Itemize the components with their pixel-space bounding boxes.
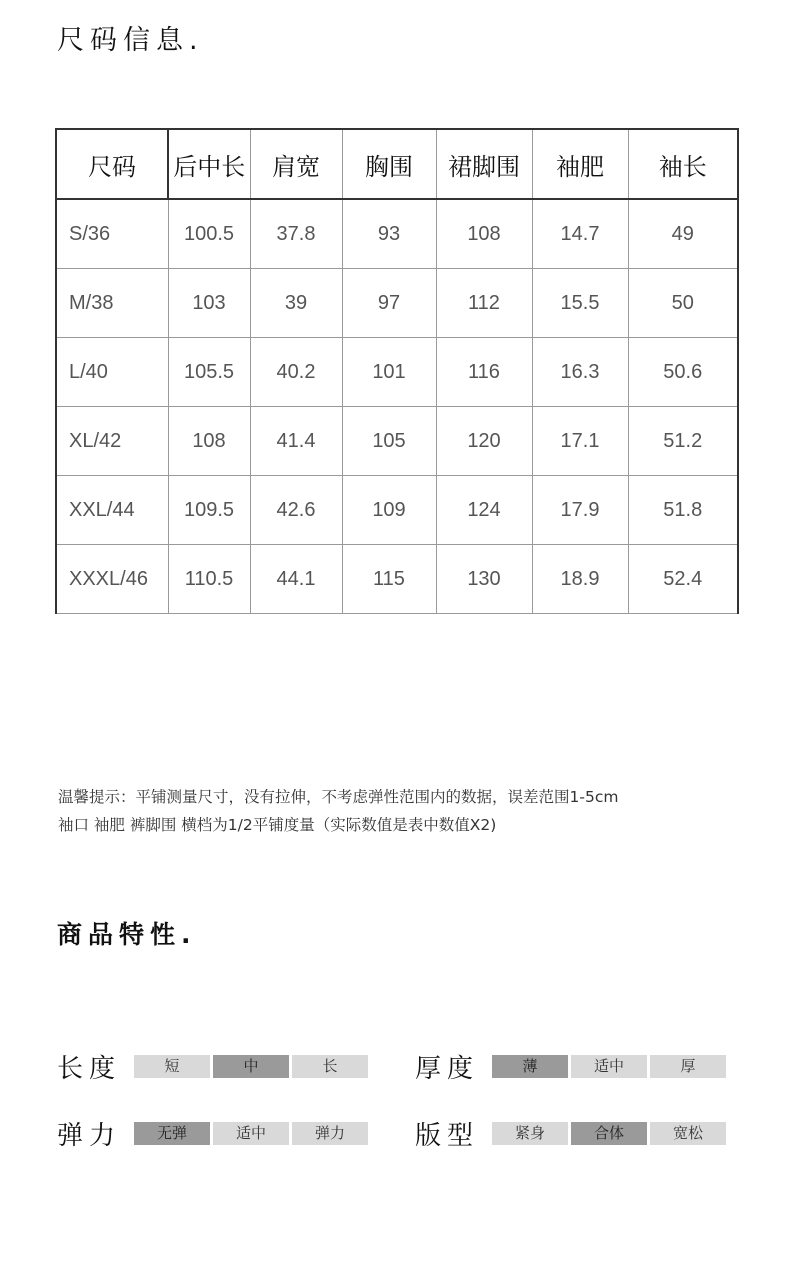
feature-label: 版型	[415, 1121, 480, 1151]
table-cell: 116	[436, 338, 532, 407]
feature-option: 无弹	[134, 1122, 210, 1145]
table-cell: 39	[250, 269, 342, 338]
table-cell: 41.4	[250, 407, 342, 476]
table-row	[56, 407, 738, 476]
table-cell: 130	[436, 545, 532, 614]
feature-option: 中	[213, 1055, 289, 1078]
feature-elasticity	[57, 1115, 371, 1152]
feature-option: 适中	[571, 1055, 647, 1078]
header-size: 尺码	[56, 129, 168, 199]
table-cell: 105	[342, 407, 436, 476]
table-cell: L/40	[56, 338, 168, 407]
header-hem: 裙脚围	[436, 129, 532, 199]
feature-thickness	[415, 1048, 729, 1085]
table-row	[56, 199, 738, 269]
table-row	[56, 545, 738, 614]
table-cell: 51.8	[628, 476, 738, 545]
feature-option: 短	[134, 1055, 210, 1078]
table-cell: 51.2	[628, 407, 738, 476]
header-chest: 胸围	[342, 129, 436, 199]
table-cell: M/38	[56, 269, 168, 338]
size-table	[55, 128, 739, 614]
table-cell: 108	[168, 407, 250, 476]
table-cell: 49	[628, 199, 738, 269]
header-sleeve-length: 袖长	[628, 129, 738, 199]
table-cell: 16.3	[532, 338, 628, 407]
header-shoulder: 肩宽	[250, 129, 342, 199]
table-cell: 112	[436, 269, 532, 338]
table-cell: XXXL/46	[56, 545, 168, 614]
table-cell: XXL/44	[56, 476, 168, 545]
table-row	[56, 269, 738, 338]
feature-label: 弹力	[57, 1121, 122, 1151]
table-cell: 15.5	[532, 269, 628, 338]
feature-option: 弹力	[292, 1122, 368, 1145]
table-cell: 120	[436, 407, 532, 476]
table-header-row	[56, 129, 738, 199]
measurement-note-detail: 袖口 袖肥 裤脚围 横档为1/2平铺度量（实际数值是表中数值X2)	[58, 816, 497, 834]
table-cell: 50.6	[628, 338, 738, 407]
size-info-title: 尺码信息.	[57, 25, 204, 56]
table-cell: 52.4	[628, 545, 738, 614]
feature-fit	[415, 1115, 729, 1152]
feature-length	[57, 1048, 371, 1085]
feature-option: 合体	[571, 1122, 647, 1145]
table-cell: 42.6	[250, 476, 342, 545]
table-cell: 40.2	[250, 338, 342, 407]
table-cell: 103	[168, 269, 250, 338]
table-cell: S/36	[56, 199, 168, 269]
table-cell: 124	[436, 476, 532, 545]
feature-option: 适中	[213, 1122, 289, 1145]
table-cell: 109	[342, 476, 436, 545]
feature-option: 宽松	[650, 1122, 726, 1145]
measurement-note: 温馨提示：平铺测量尺寸，没有拉伸，不考虑弹性范围内的数据，误差范围1-5cm	[58, 788, 619, 806]
table-cell: 14.7	[532, 199, 628, 269]
feature-option: 长	[292, 1055, 368, 1078]
table-cell: XL/42	[56, 407, 168, 476]
table-cell: 97	[342, 269, 436, 338]
product-features-title: 商品特性.	[57, 920, 197, 949]
table-row	[56, 476, 738, 545]
table-cell: 100.5	[168, 199, 250, 269]
header-sleeve-width: 袖肥	[532, 129, 628, 199]
table-cell: 110.5	[168, 545, 250, 614]
feature-option: 厚	[650, 1055, 726, 1078]
table-cell: 93	[342, 199, 436, 269]
table-cell: 44.1	[250, 545, 342, 614]
table-cell: 17.1	[532, 407, 628, 476]
feature-label: 厚度	[415, 1054, 480, 1084]
table-cell: 17.9	[532, 476, 628, 545]
feature-label: 长度	[57, 1054, 122, 1084]
header-back-length: 后中长	[168, 129, 250, 199]
table-cell: 105.5	[168, 338, 250, 407]
table-cell: 37.8	[250, 199, 342, 269]
table-cell: 18.9	[532, 545, 628, 614]
table-cell: 101	[342, 338, 436, 407]
table-cell: 109.5	[168, 476, 250, 545]
feature-option: 紧身	[492, 1122, 568, 1145]
feature-option: 薄	[492, 1055, 568, 1078]
table-cell: 108	[436, 199, 532, 269]
table-row	[56, 338, 738, 407]
table-cell: 50	[628, 269, 738, 338]
table-cell: 115	[342, 545, 436, 614]
